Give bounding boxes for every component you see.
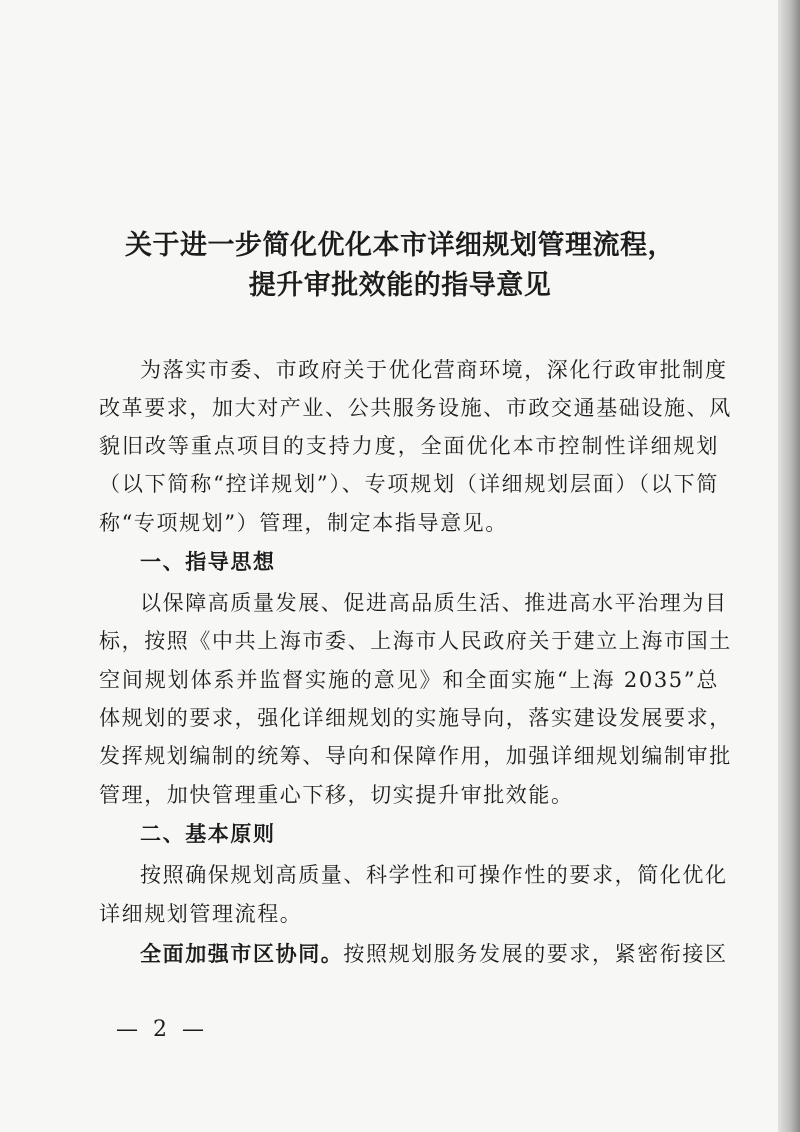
section-1-line-6: 管理，加快管理重心下移，切实提升审批效能。 — [99, 783, 574, 807]
principle-bold-lead: 全面加强市区协同。 — [140, 941, 344, 966]
intro-line-2: 改革要求，加大对产业、公共服务设施、市政交通基础设施、风 — [99, 396, 732, 420]
section-2-heading: 二、基本原则 — [140, 822, 276, 846]
section-1-line-2: 标，按照《中共上海市委、上海市人民政府关于建立上海市国土 — [99, 629, 732, 653]
principle-text: 按照规划服务发展的要求，紧密衔接区 — [343, 942, 728, 966]
intro-line-3: 貌旧改等重点项目的支持力度，全面优化本市控制性详细规划 — [99, 434, 719, 458]
section-1-heading: 一、指导思想 — [140, 550, 276, 574]
document-title-line-2: 提升审批效能的指导意见 — [248, 270, 552, 301]
section-2-line-2: 详细规划管理流程。 — [99, 902, 303, 926]
document-title-line-1: 关于进一步简化优化本市详细规划管理流程， — [125, 230, 675, 261]
intro-line-5: 称“专项规划”）管理，制定本指导意见。 — [99, 511, 508, 535]
principle-paragraph — [140, 940, 728, 968]
section-1-line-3: 空间规划体系并监督实施的意见》和全面实施“上海 2035”总 — [99, 668, 719, 692]
page-number: — 2 — — [116, 1017, 208, 1042]
section-1-line-1: 以保障高质量发展、促进高品质生活、推进高水平治理为目 — [140, 591, 728, 615]
intro-line-4: （以下简称“控详规划”）、专项规划（详细规划层面）（以下简 — [99, 472, 719, 496]
section-2-line-1: 按照确保规划高质量、科学性和可操作性的要求，简化优化 — [140, 863, 728, 887]
section-1-line-5: 发挥规划编制的统筹、导向和保障作用，加强详细规划编制审批 — [99, 744, 732, 768]
page-edge-shadow — [778, 0, 800, 1132]
section-1-line-4: 体规划的要求，强化详细规划的实施导向，落实建设发展要求， — [99, 706, 732, 730]
intro-line-1: 为落实市委、市政府关于优化营商环境，深化行政审批制度 — [140, 358, 728, 382]
